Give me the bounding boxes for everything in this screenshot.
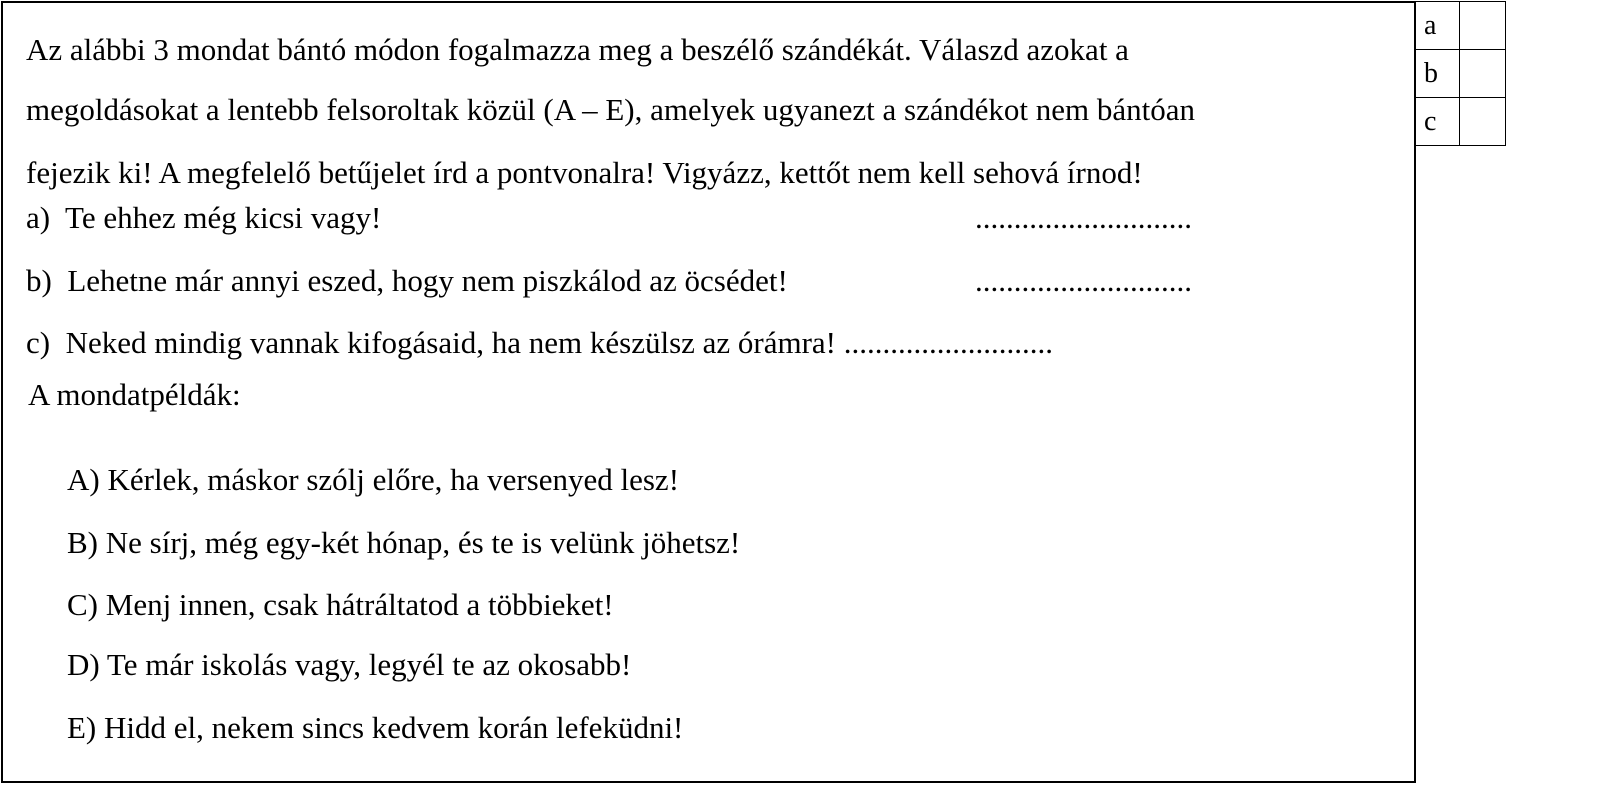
example-A — [67, 461, 679, 499]
question-text: Lehetne már annyi eszed, hogy nem piszkálod az öcsédet! — [67, 263, 788, 298]
example-text: Kérlek, máskor szólj előre, ha versenyed lesz! — [107, 462, 680, 497]
example-text: Te már iskolás vagy, legyél te az okosabb! — [106, 647, 632, 682]
score-row-a — [1416, 2, 1506, 50]
example-E — [67, 709, 683, 747]
example-C — [67, 586, 614, 624]
example-label: D) — [67, 647, 100, 682]
instruction-line-1: Az alábbi 3 mondat bántó módon fogalmazza meg a beszélő szándékát. Válaszd azokat a — [26, 32, 1129, 67]
example-text: Menj innen, csak hátráltatod a többieket! — [105, 587, 614, 622]
example-label: E) — [67, 710, 97, 745]
question-a — [26, 199, 381, 237]
score-cell-c[interactable] — [1460, 98, 1506, 146]
question-c — [26, 324, 1053, 362]
question-label: b) — [26, 263, 52, 298]
instruction-line-2: megoldásokat a lentebb felsoroltak közül (A – E), amelyek ugyanezt a szándékot nem bántóan — [26, 92, 1195, 127]
question-label: c) — [26, 325, 51, 360]
question-text: Neked mindig vannak kifogásaid, ha nem készülsz az órámra! — [65, 325, 837, 360]
score-cell-b[interactable] — [1460, 50, 1506, 98]
example-label: A) — [67, 462, 100, 497]
example-label: B) — [67, 525, 98, 560]
score-grid — [1415, 1, 1506, 146]
answer-blank-b[interactable]: ............................ — [975, 263, 1192, 298]
question-text: Te ehhez még kicsi vagy! — [65, 200, 382, 235]
example-text: Hidd el, nekem sincs kedvem korán lefeküdni! — [104, 710, 684, 745]
answer-blank-c[interactable]: ........................... — [843, 325, 1054, 360]
example-label: C) — [67, 587, 98, 622]
score-row-b — [1416, 50, 1506, 98]
example-B — [67, 524, 740, 562]
examples-heading: A mondatpéldák: — [28, 377, 241, 412]
score-cell-a[interactable] — [1460, 2, 1506, 50]
question-label: a) — [26, 200, 51, 235]
score-row-c — [1416, 98, 1506, 146]
example-D — [67, 646, 631, 684]
question-b — [26, 262, 788, 300]
score-row-label: b — [1416, 50, 1460, 98]
answer-blank-a[interactable]: ............................ — [975, 200, 1192, 235]
instruction-line-3: fejezik ki! A megfelelő betűjelet írd a pontvonalra! Vigyázz, kettőt nem kell sehová írnod! — [26, 155, 1143, 190]
example-text: Ne sírj, még egy-két hónap, és te is velünk jöhetsz! — [105, 525, 741, 560]
score-row-label: c — [1416, 98, 1460, 146]
score-row-label: a — [1416, 2, 1460, 50]
